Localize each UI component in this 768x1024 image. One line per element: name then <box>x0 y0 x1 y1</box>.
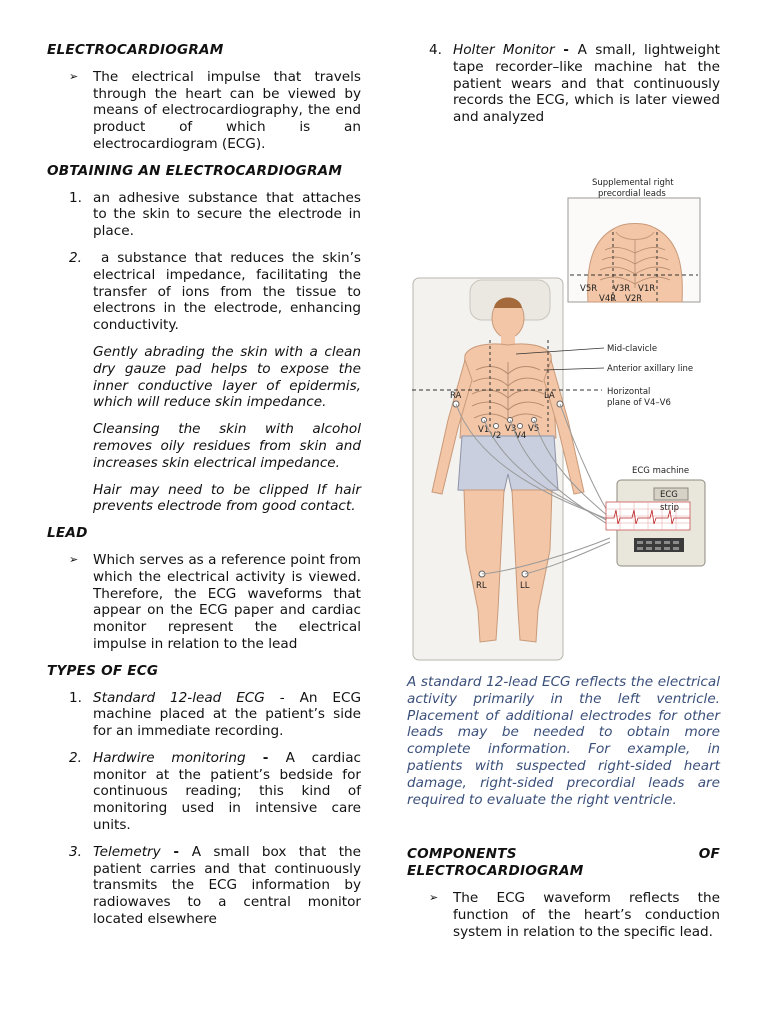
list-item-adhesive <box>47 190 361 240</box>
list-number: 1. <box>69 189 82 206</box>
heading-word: COMPONENTS <box>407 846 517 863</box>
bullet-text: The electrical impulse that travels through the heart can be viewed by means of electrocardiography, the end product of which is an electrocardiogram (ECG). <box>93 68 361 152</box>
arrow-bullet-icon: ➢ <box>69 69 79 83</box>
type-separator: - <box>245 749 286 766</box>
label-mid-clavicle: Mid-clavicle <box>607 343 658 354</box>
label-v3r: V3R <box>613 283 631 294</box>
bullet-text: The ECG waveform reflects the function of the heart’s conduction system in relation to the specific lead. <box>453 889 720 940</box>
label-v3: V3 <box>505 423 517 434</box>
left-column <box>47 42 366 928</box>
list-number: 4. <box>429 42 442 58</box>
heading-lead: LEAD <box>47 525 88 542</box>
bullet-lead <box>47 552 361 653</box>
label-ll: LL <box>520 580 530 591</box>
right-column <box>407 42 720 940</box>
ecg-machine <box>606 480 705 566</box>
label-v5: V5 <box>528 423 540 434</box>
type-desc: A cardiac monitor at the patient’s bedside for continuous reading; this kind of monitoring used in intensive care units. <box>93 749 361 834</box>
list-item-type-4 <box>407 42 720 126</box>
label-ecg-machine: ECG machine <box>632 465 690 476</box>
list-item-type-2 <box>47 750 361 834</box>
figure-caption: A standard 12-lead ECG reflects the electrical activity primarily in the left ventricle. Placement of additional electrodes for other leads may be needed to obtain more complete information. For example, in patients with suspected right-sided heart damage, right-sided precordial leads are required to evaluate the right ventricle. <box>407 673 720 808</box>
heading-word: ELECTROCARDIOGRAM <box>407 863 584 880</box>
electrode-v4 <box>518 423 523 428</box>
list-item-type-1 <box>47 690 361 740</box>
list-number: 2. <box>69 749 82 766</box>
label-strip: strip <box>660 502 680 513</box>
heading-types-of-ecg: TYPES OF ECG <box>47 662 159 679</box>
ecg-diagram-svg <box>410 170 710 662</box>
label-v1r: V1R <box>638 283 656 294</box>
electrode-v2 <box>494 423 499 428</box>
label-horizontal-2: plane of V4–V6 <box>607 397 671 408</box>
label-horizontal-1: Horizontal <box>607 386 651 397</box>
type-name: Holter Monitor <box>453 42 555 58</box>
heading-components-line1 <box>407 846 720 863</box>
type-separator: - <box>264 689 300 706</box>
list-item-text: an adhesive substance that attaches to the skin to secure the electrode in place. <box>93 189 361 240</box>
list-number: 3. <box>69 843 82 860</box>
label-ecg: ECG <box>660 489 678 500</box>
list-number: 2. <box>69 249 82 266</box>
note-cleansing: Cleansing the skin with alcohol removes oily residues from skin and increases skin electrical impedance. <box>93 421 361 471</box>
type-name: Hardwire monitoring <box>93 749 246 766</box>
type-desc: A small box that the patient carries and that continuously transmits the ECG information by radiowaves to a central monitor located elsewhere <box>93 843 361 928</box>
bullet-text: Which serves as a reference point from which the electrical activity is viewed. Therefore, the ECG waveforms that appear on the ECG paper and cardiac monitor represent the electrical impulse in relation to the lead <box>93 551 361 652</box>
type-desc: An ECG machine placed at the patient’s side for an immediate recording. <box>93 689 362 740</box>
label-la: LA <box>544 390 555 401</box>
label-supp-1: Supplemental right <box>592 177 674 188</box>
label-rl: RL <box>476 580 487 591</box>
type-desc: A small, lightweight tape recorder–like machine hat the patient wears and that continuously records the ECG, which is later viewed and analyzed <box>453 42 721 126</box>
bullet-electrical-impulse <box>47 69 361 153</box>
label-supp-2: precordial leads <box>598 188 666 199</box>
label-v5r: V5R <box>580 283 598 294</box>
label-anterior-axillary: Anterior axillary line <box>607 363 694 374</box>
type-name: Telemetry <box>93 843 161 860</box>
list-item-type-3 <box>47 844 361 928</box>
type-separator: - <box>160 843 192 860</box>
label-v4: V4 <box>515 430 527 441</box>
arrow-bullet-icon: ➢ <box>429 890 439 904</box>
heading-obtaining-ecg: OBTAINING AN ELECTROCARDIOGRAM <box>47 162 343 179</box>
list-item-conductive <box>47 249 366 334</box>
list-item-text: a substance that reduces the skin’s electrical impedance, facilitating the transfer of ions from the tissue to electrons in the electrode, enhancing conductivity. <box>93 249 366 334</box>
arrow-bullet-icon: ➢ <box>69 552 79 566</box>
label-v4r: V4R <box>599 293 617 304</box>
label-ra: RA <box>450 390 462 401</box>
label-v2r: V2R <box>625 293 643 304</box>
note-abrading: Gently abrading the skin with a clean dry gauze pad helps to expose the inner conductive layer of epidermis, which will reduce skin impedance. <box>93 343 361 411</box>
bullet-ecg-waveform <box>407 890 720 940</box>
note-hair: Hair may need to be clipped If hair prevents electrode from good contact. <box>93 481 361 515</box>
type-separator: - <box>554 42 578 58</box>
heading-word: OF <box>698 846 720 863</box>
label-v1: V1 <box>478 424 490 435</box>
label-v2: V2 <box>490 430 502 441</box>
type-name: Standard 12-lead ECG <box>93 689 265 706</box>
ecg-lead-placement-figure <box>410 170 710 662</box>
heading-electrocardiogram: ELECTROCARDIOGRAM <box>47 42 224 58</box>
heading-components <box>407 846 720 880</box>
list-number: 1. <box>69 689 82 706</box>
